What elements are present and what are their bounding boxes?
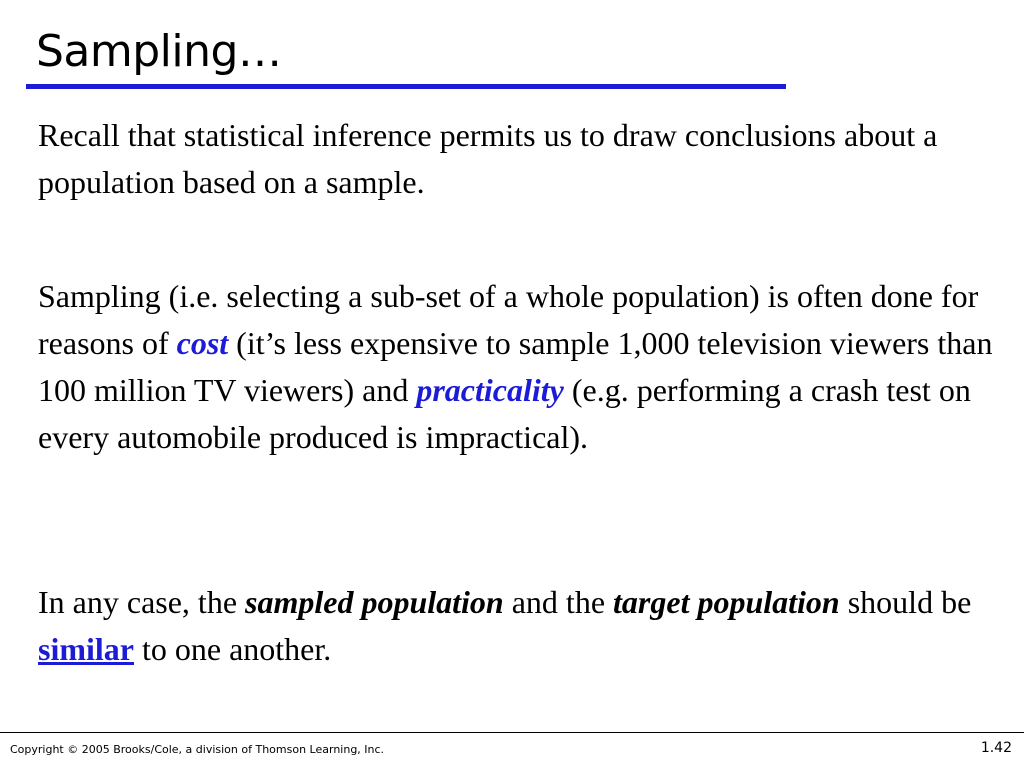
slide-title: Sampling… [36, 26, 282, 77]
paragraph-populations [38, 579, 1022, 673]
paragraph-inference-text: Recall that statistical inference permits us to draw conclusions about a population based on a sample. [38, 117, 938, 200]
para2-text-1: Sampling (i.e. selecting a sub-set of a whole population) is often done for reasons of [38, 278, 979, 361]
footer-divider [0, 732, 1024, 733]
page-number: 1.42 [980, 740, 1012, 756]
term-cost: cost [176, 325, 229, 361]
paragraph-inference [38, 112, 1022, 206]
para3-text-3: should be [839, 584, 972, 620]
term-sampled-population: sampled population [245, 584, 504, 620]
para2-text-2: (it’s less expensive to sample 1,000 television viewers than 100 million TV viewers) and [38, 325, 993, 408]
term-target-population: target population [613, 584, 840, 620]
title-underline-rule [26, 84, 786, 89]
similar-link[interactable]: similar [38, 631, 134, 667]
para3-text-2: and the [503, 584, 614, 620]
para3-text-1: In any case, the [38, 584, 246, 620]
para3-text-4: to one another. [133, 631, 332, 667]
term-practicality: practicality [416, 372, 564, 408]
para2-text-3: (e.g. performing a crash test on every automobile produced is impractical). [38, 372, 971, 455]
paragraph-sampling-reasons [38, 273, 1022, 461]
footer-copyright: Copyright © 2005 Brooks/Cole, a division of Thomson Learning, Inc. [10, 743, 385, 756]
